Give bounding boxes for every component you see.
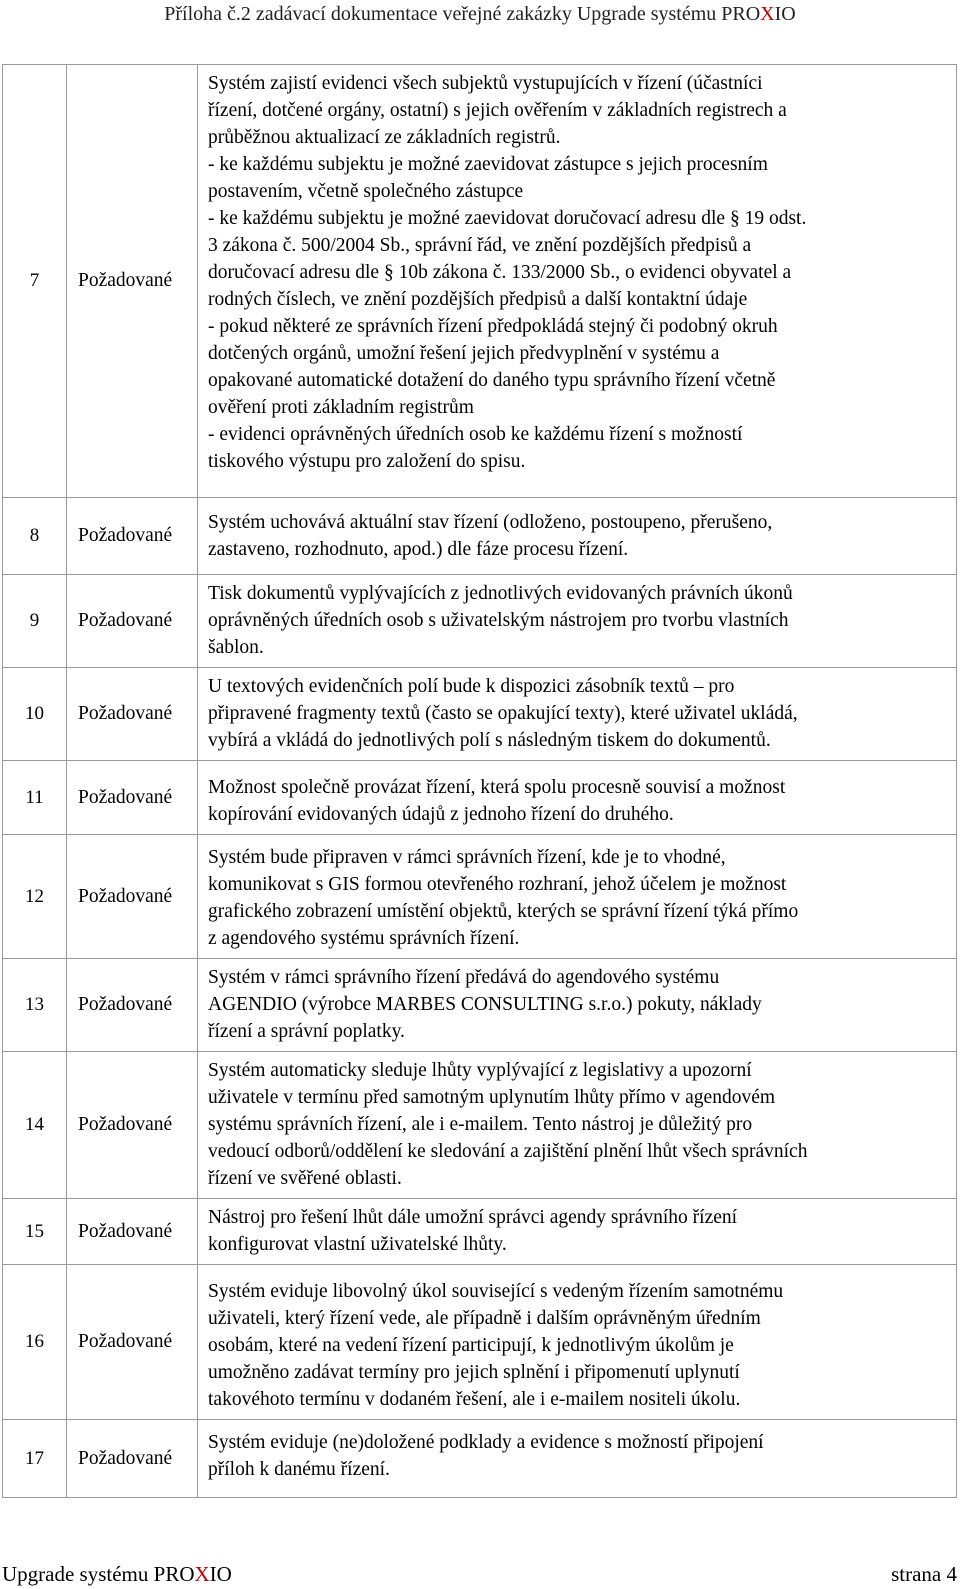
description-line: 3 zákona č. 500/2004 Sb., správní řád, ve znění pozdějších předpisů a bbox=[208, 235, 752, 256]
table-row bbox=[3, 1052, 957, 1199]
description-line: - pokud některé ze správních řízení předpokládá stejný či podobný okruh bbox=[208, 316, 778, 337]
table-row bbox=[3, 575, 957, 668]
description-line: - evidenci oprávněných úředních osob ke každému řízení s možností bbox=[208, 424, 743, 445]
description-line: Systém eviduje (ne)doložené podklady a evidence s možností připojení bbox=[208, 1432, 764, 1453]
description-line: řízení a správní poplatky. bbox=[208, 1021, 405, 1042]
description-line: U textových evidenčních polí bude k dispozici zásobník textů – pro bbox=[208, 676, 735, 697]
description-line: - ke každému subjektu je možné zaevidovat doručovací adresu dle § 19 odst. bbox=[208, 208, 807, 229]
row-number: 7 bbox=[3, 65, 67, 498]
row-number: 12 bbox=[3, 835, 67, 959]
requirements-table-body bbox=[3, 65, 957, 1498]
row-description bbox=[198, 835, 957, 959]
description-line: průběžnou aktualizací ze základních registrů. bbox=[208, 127, 561, 148]
description-line: umožněno zadávat termíny pro jejich splnění i připomenutí uplynutí bbox=[208, 1362, 740, 1383]
row-description bbox=[198, 959, 957, 1052]
description-line: AGENDIO (výrobce MARBES CONSULTING s.r.o.) pokuty, náklady bbox=[208, 994, 762, 1015]
table-row bbox=[3, 1265, 957, 1420]
description-line: Systém zajistí evidenci všech subjektů vystupujících v řízení (účastníci bbox=[208, 73, 763, 94]
description-line: uživateli, který řízení vede, ale případně i dalším oprávněným úředním bbox=[208, 1308, 761, 1329]
description-line: kopírování evidovaných údajů z jednoho řízení do druhého. bbox=[208, 804, 674, 825]
description-line: uživatele v termínu před samotným uplynutím lhůty přímo v agendovém bbox=[208, 1087, 776, 1108]
footer-title bbox=[2, 1560, 232, 1588]
description-line: tiskového výstupu pro založení do spisu. bbox=[208, 451, 526, 472]
description-line: řízení ve svěřené oblasti. bbox=[208, 1168, 402, 1189]
description-line: doručovací adresu dle § 10b zákona č. 133/2000 Sb., o evidenci obyvatel a bbox=[208, 262, 792, 283]
page-number: strana 4 bbox=[891, 1562, 957, 1586]
description-line: oprávněných úředních osob s uživatelským nástrojem pro tvorbu vlastních bbox=[208, 610, 789, 631]
header-text-end: IO bbox=[774, 3, 796, 25]
row-status: Požadované bbox=[67, 1265, 198, 1420]
table-row bbox=[3, 1420, 957, 1498]
description-line: konfigurovat vlastní uživatelské lhůty. bbox=[208, 1234, 507, 1255]
table-row bbox=[3, 1199, 957, 1265]
row-description bbox=[198, 1199, 957, 1265]
description-line: dotčených orgánů, umožní řešení jejich předvyplnění v systému a bbox=[208, 343, 720, 364]
description-line: - ke každému subjektu je možné zaevidovat zástupce s jejich procesním bbox=[208, 154, 768, 175]
table-row bbox=[3, 959, 957, 1052]
description-line: Nástroj pro řešení lhůt dále umožní správci agendy správního řízení bbox=[208, 1207, 738, 1228]
description-line: řízení, dotčené orgány, ostatní) s jejich ověřením v základních registrech a bbox=[208, 100, 787, 121]
description-line: Tisk dokumentů vyplývajících z jednotlivých evidovaných právních úkonů bbox=[208, 583, 793, 604]
spacer bbox=[208, 475, 950, 489]
header-logo-x: X bbox=[760, 3, 775, 25]
description-line: opakované automatické dotažení do daného typu správního řízení včetně bbox=[208, 370, 776, 391]
row-description bbox=[198, 498, 957, 575]
description-line: komunikovat s GIS formou otevřeného rozhraní, jehož účelem je možnost bbox=[208, 874, 787, 895]
row-status: Požadované bbox=[67, 1199, 198, 1265]
description-line: postavením, včetně společného zástupce bbox=[208, 181, 524, 202]
footer-title-text: Upgrade systému PRO bbox=[2, 1562, 195, 1586]
row-number: 11 bbox=[3, 761, 67, 835]
row-description bbox=[198, 65, 957, 498]
row-status: Požadované bbox=[67, 575, 198, 668]
row-number: 17 bbox=[3, 1420, 67, 1498]
description-line: Systém bude připraven v rámci správních řízení, kde je to vhodné, bbox=[208, 847, 726, 868]
description-line: příloh k danému řízení. bbox=[208, 1459, 390, 1480]
header-text: Příloha č.2 zadávací dokumentace veřejné zakázky Upgrade systému PRO bbox=[164, 3, 761, 25]
row-number: 9 bbox=[3, 575, 67, 668]
row-number: 14 bbox=[3, 1052, 67, 1199]
row-status: Požadované bbox=[67, 668, 198, 761]
footer-logo-x: X bbox=[194, 1562, 210, 1586]
description-line: vedoucí odborů/oddělení ke sledování a zajištění plnění lhůt všech správních bbox=[208, 1141, 808, 1162]
description-line: zastaveno, rozhodnuto, apod.) dle fáze procesu řízení. bbox=[208, 539, 629, 560]
requirements-table bbox=[2, 64, 957, 1498]
row-status: Požadované bbox=[67, 959, 198, 1052]
description-line: Systém automaticky sleduje lhůty vyplývající z legislativy a upozorní bbox=[208, 1060, 752, 1081]
row-status: Požadované bbox=[67, 835, 198, 959]
row-description bbox=[198, 575, 957, 668]
row-status: Požadované bbox=[67, 1420, 198, 1498]
description-line: takovéhoto termínu v dodaném řešení, ale i e-mailem nositeli úkolu. bbox=[208, 1389, 741, 1410]
row-description bbox=[198, 1420, 957, 1498]
row-description bbox=[198, 668, 957, 761]
row-status: Požadované bbox=[67, 65, 198, 498]
row-status: Požadované bbox=[67, 498, 198, 575]
description-line: ověření proti základním registrům bbox=[208, 397, 474, 418]
row-number: 10 bbox=[3, 668, 67, 761]
row-description bbox=[198, 1265, 957, 1420]
description-line: šablon. bbox=[208, 637, 264, 658]
description-line: z agendového systému správních řízení. bbox=[208, 928, 520, 949]
description-line: Systém uchovává aktuální stav řízení (odloženo, postoupeno, přerušeno, bbox=[208, 512, 773, 533]
row-number: 8 bbox=[3, 498, 67, 575]
description-line: osobám, které na vedení řízení participují, k jednotlivým úkolům je bbox=[208, 1335, 734, 1356]
row-number: 13 bbox=[3, 959, 67, 1052]
row-number: 16 bbox=[3, 1265, 67, 1420]
description-line: Možnost společně provázat řízení, která spolu procesně souvisí a možnost bbox=[208, 777, 786, 798]
row-description bbox=[198, 1052, 957, 1199]
description-line: vybírá a vkládá do jednotlivých polí s následným tiskem do dokumentů. bbox=[208, 730, 771, 751]
table-row bbox=[3, 835, 957, 959]
description-line: připravené fragmenty textů (často se opakující texty), které uživatel ukládá, bbox=[208, 703, 798, 724]
row-status: Požadované bbox=[67, 1052, 198, 1199]
description-line: Systém eviduje libovolný úkol související s vedeným řízením samotnému bbox=[208, 1281, 784, 1302]
description-line: grafického zobrazení umístění objektů, kterých se správní řízení týká přímo bbox=[208, 901, 799, 922]
table-row bbox=[3, 761, 957, 835]
table-row bbox=[3, 668, 957, 761]
table-row bbox=[3, 498, 957, 575]
description-line: systému správních řízení, ale i e-mailem. Tento nástroj je důležitý pro bbox=[208, 1114, 753, 1135]
row-number: 15 bbox=[3, 1199, 67, 1265]
table-row bbox=[3, 65, 957, 498]
row-description bbox=[198, 761, 957, 835]
description-line: rodných číslech, ve znění pozdějších předpisů a další kontaktní údaje bbox=[208, 289, 748, 310]
page-header bbox=[0, 0, 960, 28]
footer-title-end: IO bbox=[209, 1562, 232, 1586]
row-status: Požadované bbox=[67, 761, 198, 835]
description-line: Systém v rámci správního řízení předává do agendového systému bbox=[208, 967, 720, 988]
